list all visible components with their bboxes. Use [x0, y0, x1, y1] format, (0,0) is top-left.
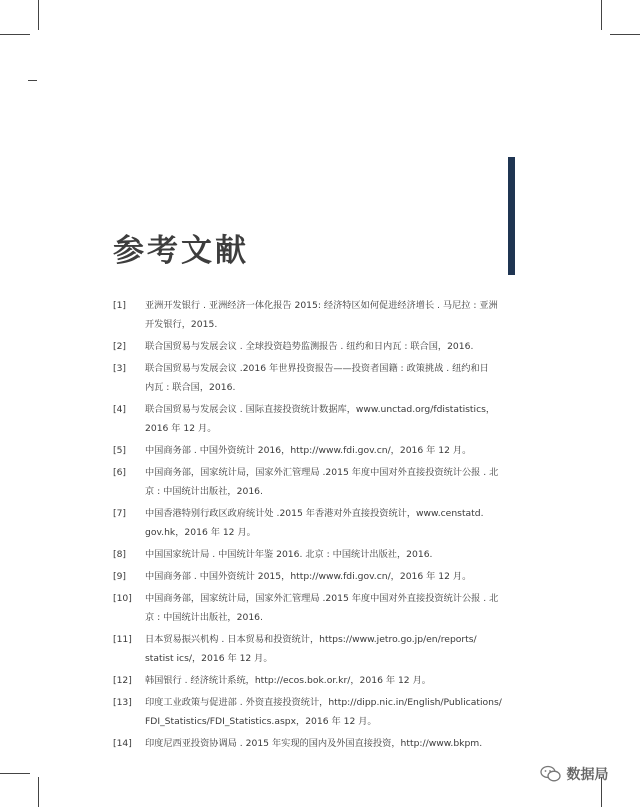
reference-text-line: 亚洲开发银行 . 亚洲经济一体化报告 2015: 经济特区如何促进经济增长 . 马尼拉 : 亚洲 — [145, 300, 498, 311]
reference-text-line: gov.hk，2016 年 12 月。 — [145, 527, 256, 538]
reference-number: [8] — [113, 549, 127, 560]
crop-mark — [601, 0, 602, 30]
reference-number: [5] — [113, 445, 127, 456]
reference-text-line: 联合国贸易与发展会议 .2016 年世界投资报告——投资者国籍 : 政策挑战 . 纽约和日 — [145, 363, 489, 374]
reference-text-line: 韩国银行 . 经济统计系统，http://ecos.bok.or.kr/，2016 年 12 月。 — [145, 675, 431, 686]
reference-number: [12] — [113, 675, 132, 686]
wechat-icon — [540, 765, 562, 783]
reference-number: [13] — [113, 697, 132, 708]
reference-item — [113, 400, 523, 438]
reference-text-line: 内瓦 : 联合国，2016. — [145, 382, 236, 393]
reference-text-line: 中国商务部 . 中国外资统计 2016，http://www.fdi.gov.cn/，2016 年 12 月。 — [145, 445, 472, 456]
reference-item — [113, 671, 523, 690]
reference-text-line: 京 : 中国统计出版社，2016. — [145, 486, 263, 497]
page-title: 参考文献 — [113, 233, 249, 269]
reference-text-line: 中国商务部，国家统计局，国家外汇管理局 .2015 年度中国对外直接投资统计公报 . 北 — [145, 593, 499, 604]
reference-text-line: 开发银行，2015. — [145, 319, 218, 330]
accent-bar — [508, 157, 515, 275]
reference-text-line: 中国商务部，国家统计局，国家外汇管理局 .2015 年度中国对外直接投资统计公报 . 北 — [145, 467, 499, 478]
reference-number: [11] — [113, 634, 132, 645]
watermark-text: 数据局 — [566, 767, 609, 783]
reference-text-line: FDI_Statistics/FDI_Statistics.aspx，2016 年 12 月。 — [145, 716, 377, 727]
reference-text-line: 印度尼西亚投资协调局 . 2015 年实现的国内及外国直接投资，http://www.bkpm. — [145, 738, 483, 749]
reference-item — [113, 441, 523, 460]
reference-text-line: 中国香港特别行政区政府统计处 .2015 年香港对外直接投资统计，www.censtatd. — [145, 508, 484, 519]
reference-item — [113, 567, 523, 586]
reference-text-line: 中国国家统计局 . 中国统计年鉴 2016. 北京 : 中国统计出版社，2016. — [145, 549, 433, 560]
reference-item — [113, 296, 523, 334]
reference-number: [6] — [113, 467, 127, 478]
reference-text-line: 京 : 中国统计出版社，2016. — [145, 612, 263, 623]
reference-text-line: 日本贸易振兴机构 . 日本贸易和投资统计，https://www.jetro.go.jp/en/reports/ — [145, 634, 477, 645]
reference-item — [113, 630, 523, 668]
reference-text-line: 2016 年 12 月。 — [145, 423, 217, 434]
reference-number: [4] — [113, 404, 127, 415]
reference-number: [14] — [113, 738, 132, 749]
reference-text-line: 中国商务部 . 中国外资统计 2015，http://www.fdi.gov.cn/，2016 年 12 月。 — [145, 571, 472, 582]
reference-item — [113, 463, 523, 501]
reference-text-line: 联合国贸易与发展会议 . 全球投资趋势监测报告 . 纽约和日内瓦 : 联合国，2016. — [145, 341, 474, 352]
crop-mark — [38, 0, 39, 30]
reference-item — [113, 359, 523, 397]
crop-mark — [28, 80, 37, 81]
reference-item — [113, 504, 523, 542]
reference-number: [10] — [113, 593, 132, 604]
reference-list — [113, 296, 523, 756]
reference-number: [7] — [113, 508, 127, 519]
reference-text-line: 联合国贸易与发展会议 . 国际直接投资统计数据库，www.unctad.org/fdistatistics， — [145, 404, 496, 415]
reference-item — [113, 734, 523, 753]
reference-number: [9] — [113, 571, 127, 582]
reference-number: [1] — [113, 300, 127, 311]
reference-number: [2] — [113, 341, 127, 352]
reference-number: [3] — [113, 363, 127, 374]
reference-item — [113, 693, 523, 731]
crop-mark — [38, 777, 39, 807]
reference-item — [113, 337, 523, 356]
reference-text-line: statist ics/，2016 年 12 月。 — [145, 653, 273, 664]
crop-mark — [610, 34, 640, 35]
reference-item — [113, 589, 523, 627]
reference-text-line: 印度工业政策与促进部 . 外资直接投资统计，http://dipp.nic.in/English/Publications/ — [145, 697, 502, 708]
watermark — [540, 764, 608, 784]
crop-mark — [0, 34, 30, 35]
crop-mark — [0, 773, 30, 774]
reference-item — [113, 545, 523, 564]
